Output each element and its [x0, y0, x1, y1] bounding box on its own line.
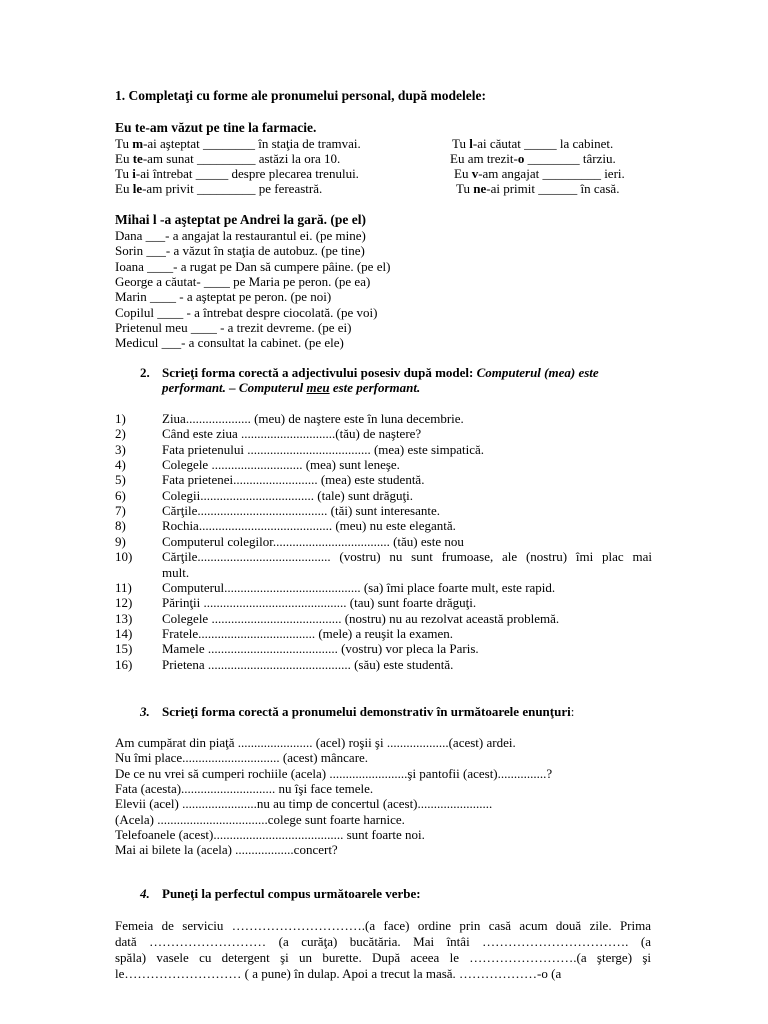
item-number: 16) [115, 657, 133, 672]
section3-number: 3. [140, 704, 150, 719]
list-item: Copilul ____ - a întrebat despre ciocolată. (pe voi) [115, 305, 378, 320]
list-item: Fata prietenei.......................... (mea) este studentă. [162, 472, 425, 487]
item-number: 3) [115, 442, 126, 457]
list-item: Computerul.......................................... (sa) îmi place foarte mult, este rapid. [162, 580, 556, 595]
section1-model2: Mihai l -a aşteptat pe Andrei la gară. (pe el) [115, 212, 366, 227]
list-item: Cărţile......................................... (vostru) nu sunt frumoase, ale (nostru) îmi plac mai [162, 549, 652, 564]
pair-1-left: Tu m-ai aşteptat ________ în staţia de tramvai. [115, 136, 361, 151]
section2-title: Scrieţi forma corectă a adjectivului posesiv după model: Computerul (mea) este [162, 365, 599, 380]
section4-number: 4. [140, 886, 150, 901]
pair-2-right: Eu am trezit-o ________ târziu. [450, 151, 616, 166]
item-number: 12) [115, 595, 133, 610]
paragraph-line: le……………………… ( a pune) în dulap. Apoi a trecut la masă. ………………-o (a [115, 966, 562, 981]
list-item: Ziua.................... (meu) de naştere este în luna decembrie. [162, 411, 464, 426]
list-item: Sorin ___- a văzut în staţia de autobuz. (pe tine) [115, 243, 365, 258]
item-number: 5) [115, 472, 126, 487]
list-item: Prietenul meu ____ - a trezit devreme. (pe ei) [115, 320, 352, 335]
list-item: Medicul ___- a consultat la cabinet. (pe ele) [115, 335, 344, 350]
item-number: 14) [115, 626, 133, 641]
list-item: Marin ____ - a aşteptat pe peron. (pe noi) [115, 289, 332, 304]
item-number: 15) [115, 641, 133, 656]
item-number: 10) [115, 549, 133, 564]
section2-title-model: performant. – Computerul meu este performant. [162, 380, 421, 395]
item-number: 2) [115, 426, 126, 441]
list-item: Când este ziua .............................(tău) de naştere? [162, 426, 422, 441]
section4-title: Puneţi la perfectul compus următoarele verbe: [162, 886, 421, 901]
paragraph-line: Femeia de serviciu ………………………….(a face) ordine prin casă acum două zile. Prima [115, 918, 651, 933]
paragraph-line: dată ……………………… (a curăţa) bucătăria. Mai întâi ……………………………. (a [115, 934, 651, 949]
item-number: 7) [115, 503, 126, 518]
list-item: Colegele ............................ (mea) sunt leneşe. [162, 457, 400, 472]
paragraph-line: spăla) vasele cu detergent şi un burette. După aceea le …………………….(a şterge) şi [115, 950, 651, 965]
list-item: Computerul colegilor.................................... (tău) este nou [162, 534, 464, 549]
pair-4-right: Tu ne-ai primit ______ în casă. [456, 181, 620, 196]
exercise-line: Elevii (acel) .......................nu au timp de concertul (acest)....................... [115, 796, 493, 811]
item-number: 8) [115, 518, 126, 533]
list-item: Colegele ........................................ (nostru) nu au rezolvat această problemă. [162, 611, 560, 626]
item-number: 9) [115, 534, 126, 549]
item-number: 11) [115, 580, 132, 595]
list-item: Fata prietenului ...................................... (mea) este simpatică. [162, 442, 485, 457]
exercise-line: (Acela) ..................................colege sunt foarte harnice. [115, 812, 405, 827]
pair-2-left: Eu te-am sunat _________ astăzi la ora 10. [115, 151, 341, 166]
pair-4-left: Eu le-am privit _________ pe fereastră. [115, 181, 323, 196]
exercise-line: Nu îmi place.............................. (acest) mâncare. [115, 750, 369, 765]
exercise-line: Telefoanele (acest)........................................ sunt foarte noi. [115, 827, 425, 842]
pair-3-right: Eu v-am angajat _________ ieri. [454, 166, 625, 181]
item-number: 4) [115, 457, 126, 472]
list-item: Prietena ............................................ (său) este studentă. [162, 657, 454, 672]
section1-title: 1. Completaţi cu forme ale pronumelui personal, după modelele: [115, 88, 486, 103]
section1-model1: Eu te-am văzut pe tine la farmacie. [115, 120, 317, 135]
list-item: Părinţii ............................................ (tau) sunt foarte drăguţi. [162, 595, 477, 610]
pair-3-left: Tu i-ai întrebat _____ despre plecarea trenului. [115, 166, 359, 181]
item-number: 13) [115, 611, 133, 626]
list-item: Ioana ____- a rugat pe Dan să cumpere pâine. (pe el) [115, 259, 391, 274]
list-item-continuation: mult. [162, 565, 190, 580]
exercise-line: De ce nu vrei să cumperi rochiile (acela) ........................şi pantofii (acest)...............? [115, 766, 553, 781]
pair-1-right: Tu l-ai căutat _____ la cabinet. [452, 136, 614, 151]
item-number: 6) [115, 488, 126, 503]
list-item: Rochia......................................... (meu) nu este elegantă. [162, 518, 456, 533]
exercise-line: Mai ai bilete la (acela) ..................concert? [115, 842, 338, 857]
exercise-line: Am cumpărat din piaţă ....................... (acel) roşii şi ...................(acest) ardei. [115, 735, 516, 750]
section3-title: Scrieţi forma corectă a pronumelui demonstrativ în următoarele enunţuri: [162, 704, 575, 719]
exercise-line: Fata (acesta)............................. nu îşi face temele. [115, 781, 374, 796]
item-number: 1) [115, 411, 126, 426]
section2-number: 2. [140, 365, 150, 380]
list-item: Cărţile........................................ (tăi) sunt interesante. [162, 503, 441, 518]
list-item: Fratele.................................... (mele) a reuşit la examen. [162, 626, 453, 641]
list-item: Mamele ........................................ (vostru) vor pleca la Paris. [162, 641, 479, 656]
list-item: Colegii................................... (tale) sunt drăguţi. [162, 488, 413, 503]
list-item: George a căutat- ____ pe Maria pe peron. (pe ea) [115, 274, 371, 289]
list-item: Dana ___- a angajat la restaurantul ei. (pe mine) [115, 228, 366, 243]
